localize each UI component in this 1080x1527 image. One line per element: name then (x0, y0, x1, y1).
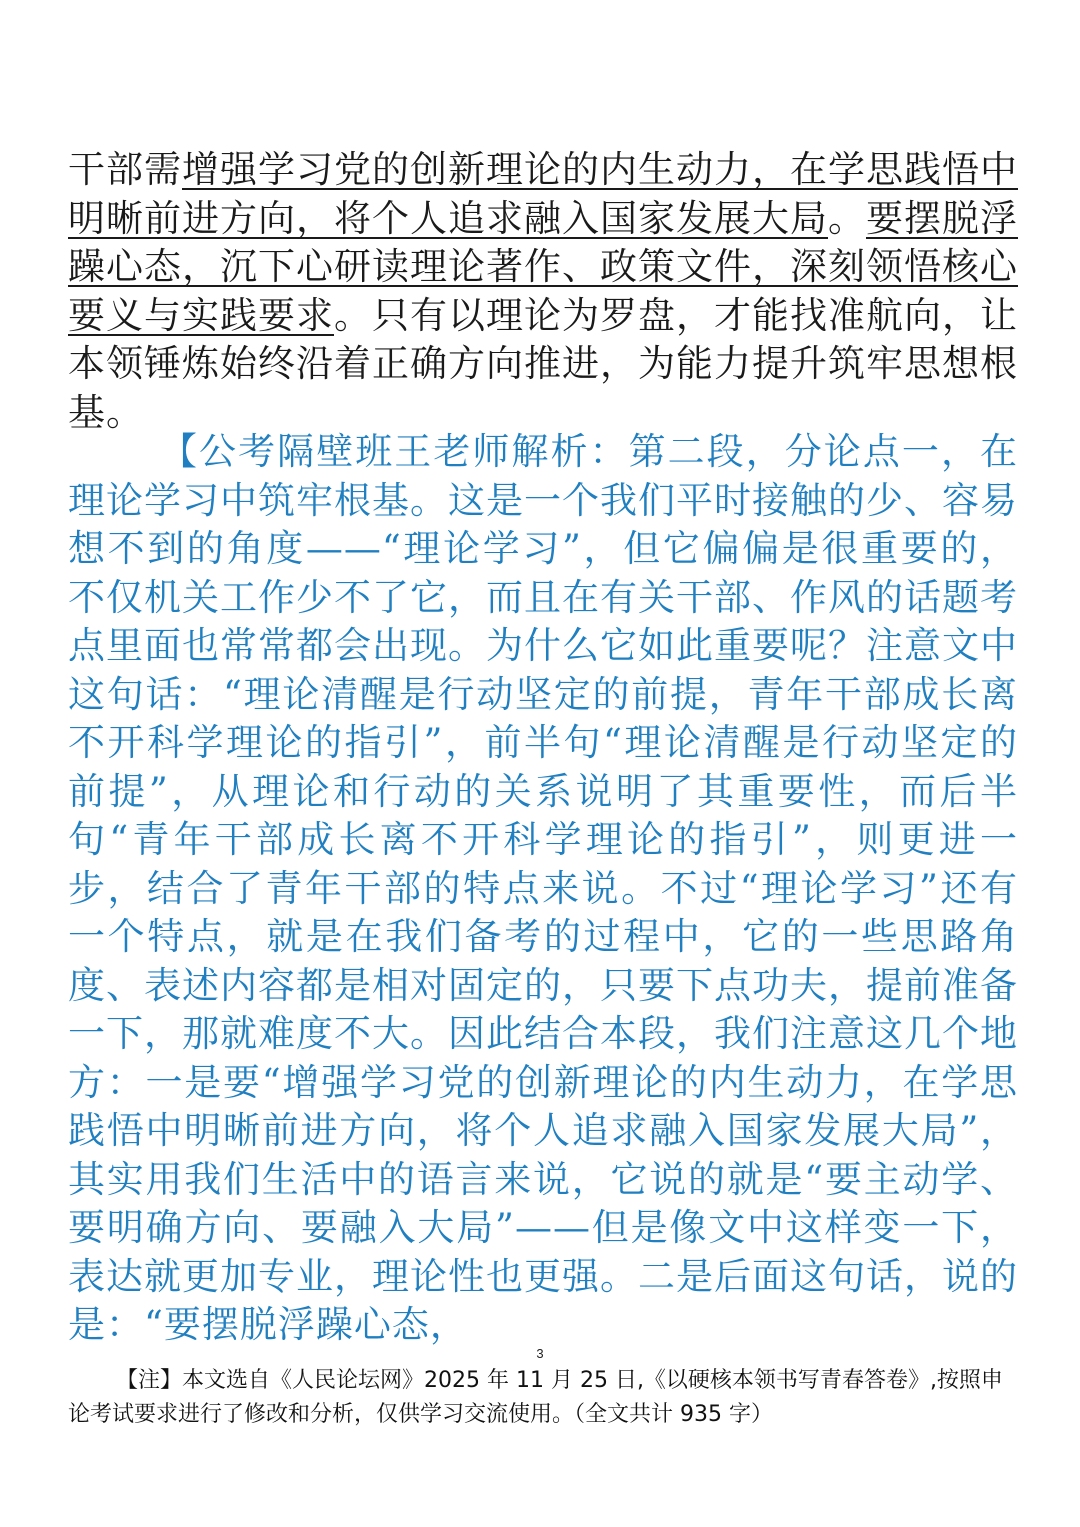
body-paragraph (68, 146, 1018, 437)
source-note: 【注】本文选自《人民论坛网》2025 年 11 月 25 日,《以硬核本领书写青春答卷》,按照申论考试要求进行了修改和分析，仅供学习交流使用。（全文共计 935 字） (68, 1368, 1003, 1427)
page-number: 3 (536, 1346, 544, 1361)
body-text-intro: 干部需 (68, 148, 182, 191)
analysis-paragraph: 【公考隔壁班王老师解析：第二段，分论点一，在理论学习中筑牢根基。这是一个我们平时接触的少、容易想不到的角度——“理论学习”，但它偏偏是很重要的，不仅机关工作少不了它，而且在有关干部、作风的话题考点里面也常常都会出现。为什么它如此重要呢？注意文中这句话：“理论清醒是行动坚定的前提，青年干部成长离不开科学理论的指引”，前半句“理论清醒是行动坚定的前提”，从理论和行动的关系说明了其重要性，而后半句“青年干部成长离不开科学理论的指引”，则更进一步，结合了青年干部的特点来说。不过“理论学习”还有一个特点，就是在我们备考的过程中，它的一些思路角度、表述内容都是相对固定的，只要下点功夫，提前准备一下，那就难度不大。因此结合本段，我们注意这几个地方：一是要“增强学习党的创新理论的内生动力，在学思践悟中明晰前进方向，将个人追求融入国家发展大局”，其实用我们生活中的语言来说，它说的就是“要主动学、要明确方向、要融入大局”——但是像文中这样变一下，表达就更加专业，理论性也更强。二是后面这句话，说的是：“要摆脱浮躁心态， (68, 430, 1018, 1346)
underlined-phrase-1: 增强学习党的创新理论的内生动力，在学思践悟中明晰前进方向，将个人追求融入国家发展大局 (68, 148, 1018, 240)
body-text-separator: 。 (828, 196, 866, 240)
body-text-rest: 。只有以理论为罗盘，才能找准航向，让本领锤炼始终沿着正确方向推进，为能力提升筑牢思想根基。 (68, 293, 1018, 434)
underlined-phrase-2: 要摆脱浮躁心态，沉下心研读理论著作、政策文件，深刻领悟核心要义与实践要求 (68, 196, 1018, 337)
